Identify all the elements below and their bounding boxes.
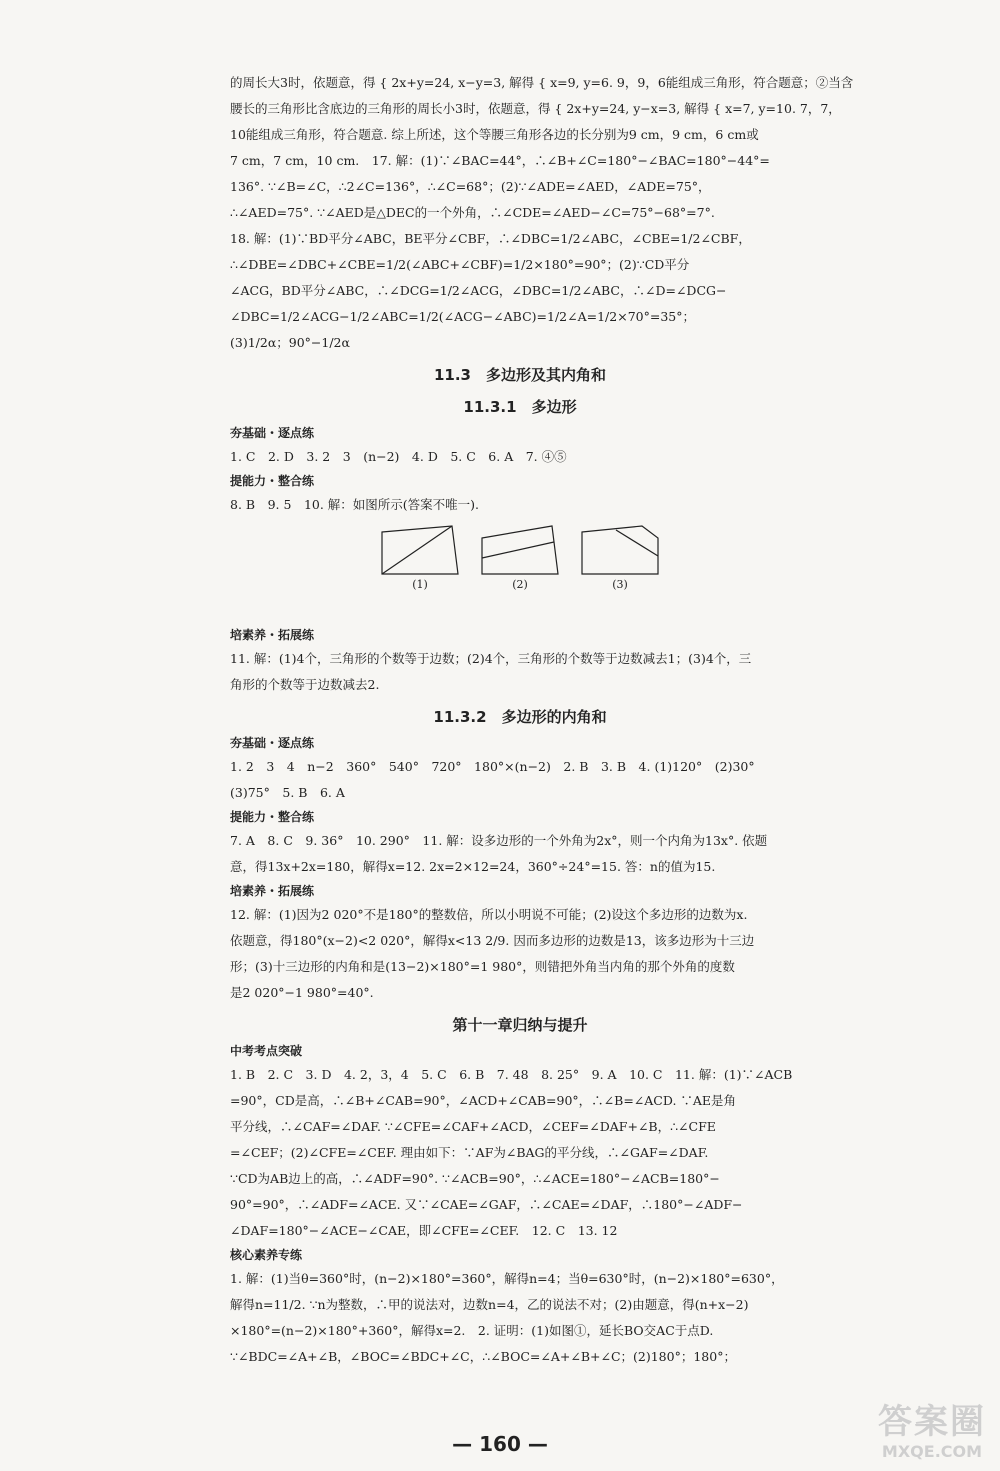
subsection-title: 11.3.2 多边形的内角和 bbox=[433, 708, 607, 726]
quadrilateral-diagonal-figure bbox=[380, 524, 460, 576]
text-line: 1. B 2. C 3. D 4. 2，3，4 5. C 6. B 7. 48 8. 25° 9. A 10. C 11. 解：(1)∵∠ACB bbox=[230, 1067, 793, 1082]
text-line: 11. 解：(1)4个，三角形的个数等于边数；(2)4个，三角形的个数等于边数减去1；(3)4个，三 bbox=[230, 651, 752, 666]
text-line: 形；(3)十三边形的内角和是(13−2)×180°=1 980°，则错把外角当内角的那个外角的度数 bbox=[230, 959, 735, 974]
pentagon-corner-cut-figure bbox=[580, 524, 660, 576]
exercise-heading: 中考考点突破 bbox=[230, 1044, 303, 1058]
text-line: 1. 2 3 4 n−2 360° 540° 720° 180°×(n−2) 2. B 3. B 4. (1)120° (2)30° bbox=[230, 759, 755, 774]
text-line: 解得n=11/2. ∵n为整数，∴甲的说法对，边数n=4，乙的说法不对；(2)由题意，得(n+x−2) bbox=[230, 1297, 749, 1312]
watermark-logo bbox=[878, 1402, 986, 1461]
exercise-heading: 培素养・拓展练 bbox=[230, 628, 315, 642]
text-line: 12. 解：(1)因为2 020°不是180°的整数倍，所以小明说不可能；(2)设这个多边形的边数为x. bbox=[230, 907, 748, 922]
answer-page bbox=[230, 70, 854, 1370]
exercise-heading: 提能力・整合练 bbox=[230, 810, 315, 824]
polygon-figures bbox=[230, 524, 810, 614]
text-line: 90°=90°，∴∠ADF=∠ACE. 又∵∠CAE=∠GAF，∴∠CAE=∠DAF，∴180°−∠ADF− bbox=[230, 1197, 743, 1212]
text-line: 腰长的三角形比含底边的三角形的周长小3时，依题意，得 { 2x+y=24, y−x=3, 解得 { x=7, y=10. 7，7， bbox=[230, 101, 841, 116]
page-number: — 160 — bbox=[452, 1432, 548, 1456]
figure-1 bbox=[380, 524, 460, 592]
watermark-brand: 答案圈 bbox=[878, 1402, 986, 1442]
text-line: (3)1/2α；90°−1/2α bbox=[230, 335, 350, 350]
exercise-heading: 夯基础・逐点练 bbox=[230, 736, 315, 750]
text-line: 10能组成三角形，符合题意. 综上所述，这个等腰三角形各边的长分别为9 cm，9 cm，6 cm或 bbox=[230, 127, 759, 142]
text-line: =∠CEF；(2)∠CFE=∠CEF. 理由如下：∵AF为∠BAG的平分线，∴∠GAF=∠DAF. bbox=[230, 1145, 709, 1160]
subsection-title: 11.3.1 多边形 bbox=[463, 398, 577, 416]
text-line: ×180°=(n−2)×180°+360°，解得x=2. 2. 证明：(1)如图①，延长BO交AC于点D. bbox=[230, 1323, 714, 1338]
text-line: 的周长大3时，依题意，得 { 2x+y=24, x−y=3, 解得 { x=9, y=6. 9，9，6能组成三角形，符合题意；②当含 bbox=[230, 75, 854, 90]
figure-3 bbox=[580, 524, 660, 592]
text-line: 136°. ∵∠B=∠C，∴2∠C=136°，∴∠C=68°；(2)∵∠ADE=∠AED，∠ADE=75°， bbox=[230, 179, 711, 194]
exercise-heading: 提能力・整合练 bbox=[230, 474, 315, 488]
quadrilateral-side-segment-figure bbox=[480, 524, 560, 576]
text-line: ∵∠BDC=∠A+∠B，∠BOC=∠BDC+∠C，∴∠BOC=∠A+∠B+∠C；(2)180°；180°； bbox=[230, 1349, 736, 1364]
text-line: 18. 解：(1)∵BD平分∠ABC，BE平分∠CBF，∴∠DBC=1/2∠ABC，∠CBE=1/2∠CBF， bbox=[230, 231, 751, 246]
text-line: 1. C 2. D 3. 2 3 (n−2) 4. D 5. C 6. A 7. ④⑤ bbox=[230, 449, 567, 464]
text-line: 平分线，∴∠CAF=∠DAF. ∵∠CFE=∠CAF+∠ACD，∠CEF=∠DAF+∠B，∴∠CFE bbox=[230, 1119, 716, 1134]
chapter-summary-title: 第十一章归纳与提升 bbox=[452, 1016, 588, 1034]
text-line: ∴∠DBE=∠DBC+∠CBE=1/2(∠ABC+∠CBF)=1/2×180°=90°；(2)∵CD平分 bbox=[230, 257, 690, 272]
figure-2 bbox=[480, 524, 560, 592]
text-line: 8. B 9. 5 10. 解：如图所示(答案不唯一). bbox=[230, 497, 480, 512]
exercise-heading: 夯基础・逐点练 bbox=[230, 426, 315, 440]
watermark-url: MXQE.COM bbox=[881, 1442, 983, 1461]
text-line: 7. A 8. C 9. 36° 10. 290° 11. 解：设多边形的一个外角为2x°，则一个内角为13x°. 依题 bbox=[230, 833, 768, 848]
text-line: ∴∠AED=75°. ∵∠AED是△DEC的一个外角，∴∠CDE=∠AED−∠C=75°−68°=7°. bbox=[230, 205, 715, 220]
text-line: ∵CD为AB边上的高，∴∠ADF=90°. ∵∠ACB=90°，∴∠ACE=180°−∠ACB=180°− bbox=[230, 1171, 720, 1186]
figure-label: (2) bbox=[512, 578, 528, 591]
text-line: 7 cm，7 cm，10 cm. 17. 解：(1)∵∠BAC=44°，∴∠B+∠C=180°−∠BAC=180°−44°= bbox=[230, 153, 770, 168]
section-title: 11.3 多边形及其内角和 bbox=[433, 366, 606, 384]
text-line: ∠DBC=1/2∠ACG−1/2∠ABC=1/2(∠ACG−∠ABC)=1/2∠A=1/2×70°=35°； bbox=[230, 309, 695, 324]
exercise-heading: 培素养・拓展练 bbox=[230, 884, 315, 898]
text-line: ∠DAF=180°−∠ACE−∠CAE，即∠CFE=∠CEF. 12. C 13. 12 bbox=[230, 1223, 618, 1238]
text-line: =90°，CD是高，∴∠B+∠CAB=90°，∠ACD+∠CAB=90°，∴∠B=∠ACD. ∵AE是角 bbox=[230, 1093, 737, 1108]
text-line: ∠ACG，BD平分∠ABC，∴∠DCG=1/2∠ACG，∠DBC=1/2∠ABC，∴∠D=∠DCG− bbox=[230, 283, 727, 298]
text-line: 是2 020°−1 980°=40°. bbox=[230, 985, 374, 1000]
text-line: 角形的个数等于边数减去2. bbox=[230, 677, 380, 692]
text-line: 依题意，得180°(x−2)<2 020°，解得x<13 2/9. 因而多边形的边数是13，该多边形为十三边 bbox=[230, 933, 755, 948]
text-line: 1. 解：(1)当θ=360°时，(n−2)×180°=360°，解得n=4；当θ=630°时，(n−2)×180°=630°， bbox=[230, 1271, 784, 1286]
text-line: 意，得13x+2x=180，解得x=12. 2x=2×12=24，360°÷24°=15. 答：n的值为15. bbox=[230, 859, 716, 874]
exercise-heading: 核心素养专练 bbox=[230, 1248, 303, 1262]
figure-label: (1) bbox=[412, 578, 428, 591]
figure-label: (3) bbox=[612, 578, 628, 591]
text-line: (3)75° 5. B 6. A bbox=[230, 785, 345, 800]
